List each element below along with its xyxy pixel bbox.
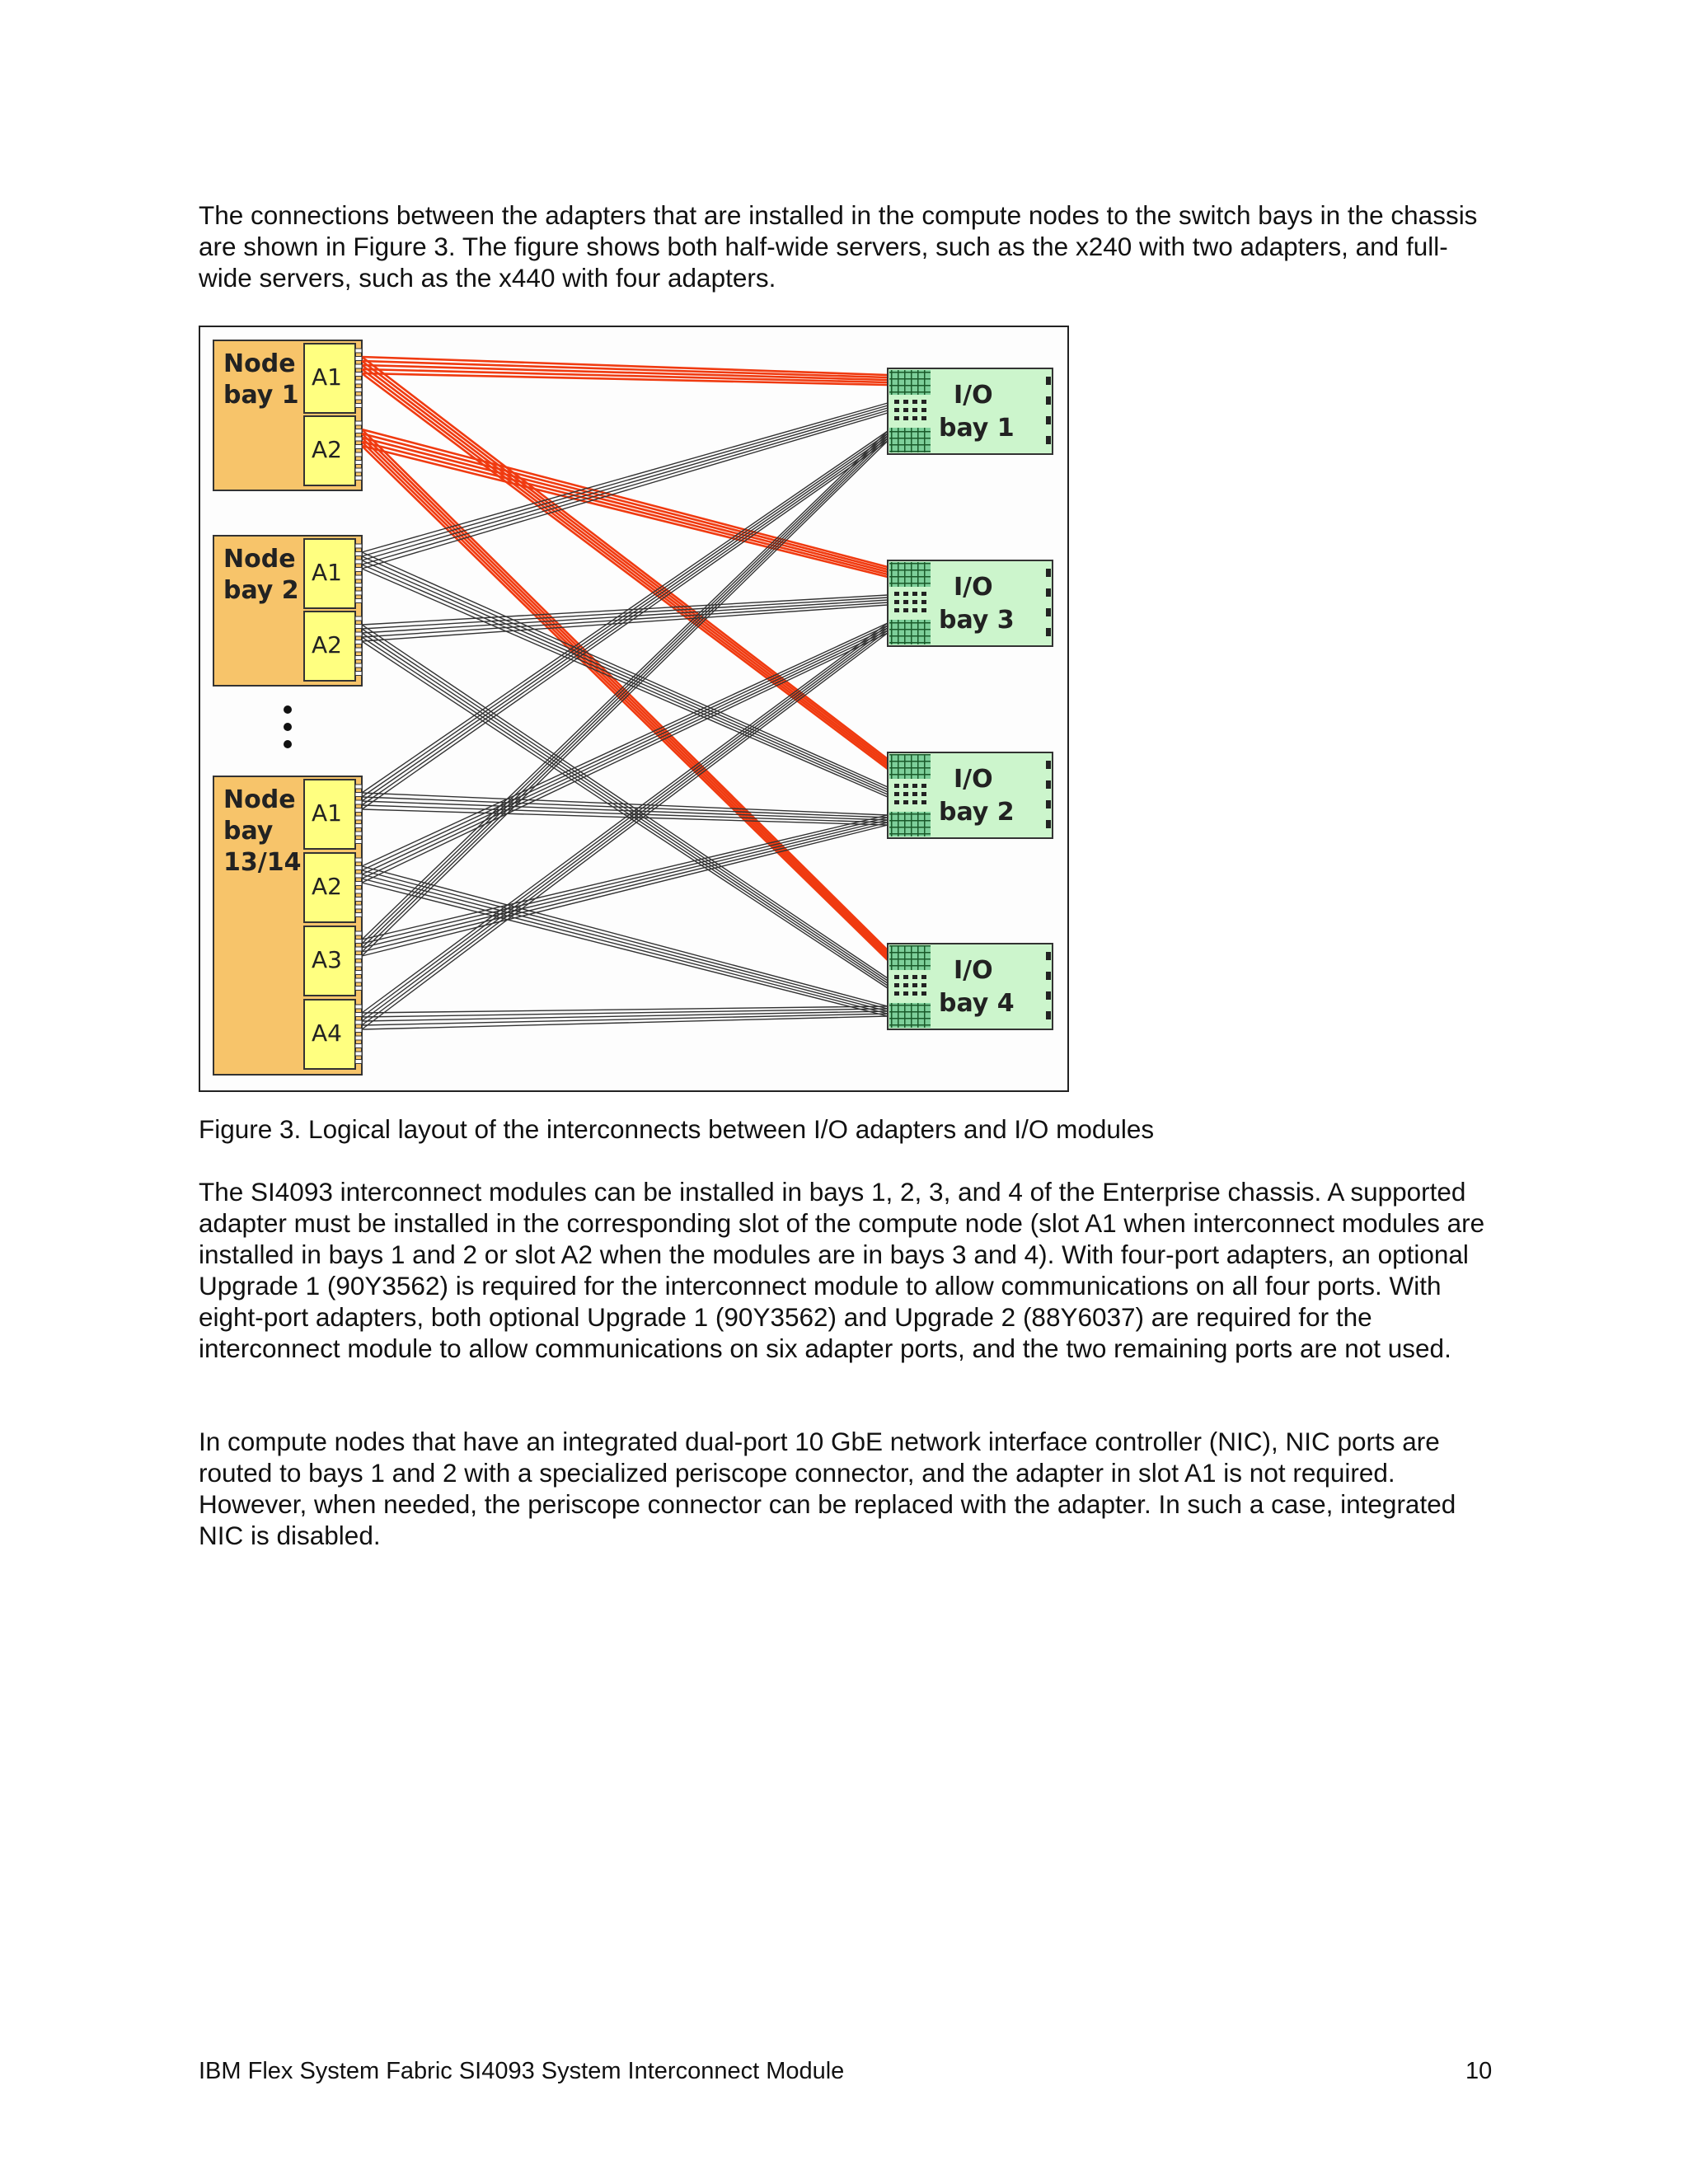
io-edge-port bbox=[1046, 628, 1051, 636]
io-port-dot bbox=[894, 975, 899, 979]
io-edge-port bbox=[1046, 436, 1051, 444]
io-edge-port bbox=[1046, 588, 1051, 597]
io-edge-port bbox=[1046, 761, 1051, 769]
adapter-port bbox=[355, 364, 362, 368]
adapter-label: A2 bbox=[312, 873, 342, 900]
io-edge-port bbox=[1046, 952, 1051, 960]
io-edge-port bbox=[1046, 991, 1051, 1000]
adapter-port bbox=[355, 882, 362, 886]
io-port-dot bbox=[894, 600, 899, 604]
adapter-port bbox=[355, 560, 362, 564]
adapter-port bbox=[355, 663, 362, 668]
io-port-dot bbox=[894, 991, 899, 996]
io-port-dot bbox=[921, 800, 926, 804]
io-edge-port bbox=[1046, 800, 1051, 808]
adapter-port bbox=[355, 1029, 362, 1033]
adapter-label: A3 bbox=[312, 946, 342, 973]
io-port-dot bbox=[894, 592, 899, 596]
io-port-block bbox=[889, 945, 931, 970]
adapter-port bbox=[355, 380, 362, 384]
interconnect-figure bbox=[199, 326, 1071, 1094]
adapter-port bbox=[355, 672, 362, 676]
io-port-dot bbox=[921, 792, 926, 796]
adapter-port bbox=[355, 978, 362, 982]
adapter-port bbox=[355, 874, 362, 878]
io-edge-port bbox=[1046, 569, 1051, 577]
adapter-port bbox=[355, 898, 362, 902]
footer-title: IBM Flex System Fabric SI4093 System Interconnect Module bbox=[199, 2058, 845, 2084]
adapter-port bbox=[355, 987, 362, 991]
io-edge-port bbox=[1046, 608, 1051, 616]
io-port-block bbox=[889, 562, 931, 587]
io-module-bay-1 bbox=[888, 368, 1053, 454]
node1-label-line2: bay 1 bbox=[223, 381, 299, 410]
io-port-dot bbox=[903, 408, 908, 412]
io-port-dot bbox=[894, 800, 899, 804]
paragraph-integrated-nic: In compute nodes that have an integrated dual-port 10 GbE network interface controller (NIC), NIC ports are routed to bays 1 and 2 with a specialized periscope connector, and the adapter in slot A1 is not required. However, when needed, the periscope connector can be replaced with the adapter. In such a case, integrated NIC is disabled. bbox=[199, 1427, 1456, 1550]
io-port-dot bbox=[894, 983, 899, 987]
io-edge-port bbox=[1046, 416, 1051, 424]
io-port-dot bbox=[903, 608, 908, 612]
io-edge-port bbox=[1046, 972, 1051, 980]
interconnect-diagram bbox=[199, 326, 1071, 1094]
adapter-port bbox=[355, 1060, 362, 1064]
io-port-dot bbox=[921, 983, 926, 987]
adapter-port bbox=[355, 544, 362, 548]
node2-label-line2: bay 2 bbox=[223, 576, 299, 605]
io-edge-port bbox=[1046, 377, 1051, 385]
adapter-port bbox=[355, 971, 362, 975]
io-port-dot bbox=[912, 592, 917, 596]
io-label-line1: I/O bbox=[954, 381, 993, 410]
adapter-node13-A3 bbox=[304, 926, 362, 996]
node13-label-line2: bay bbox=[223, 817, 274, 846]
adapter-node2-A1 bbox=[304, 539, 362, 608]
adapter-node13-A2 bbox=[304, 853, 362, 922]
adapter-port bbox=[355, 575, 362, 579]
adapter-port bbox=[355, 913, 362, 917]
io-port-dot bbox=[894, 792, 899, 796]
adapter-port bbox=[355, 905, 362, 909]
io-label-line1: I/O bbox=[954, 956, 993, 985]
adapter-port bbox=[355, 808, 362, 813]
ellipsis-dot bbox=[284, 723, 292, 731]
adapter-port bbox=[355, 452, 362, 457]
io-label-line2: bay 3 bbox=[939, 606, 1015, 635]
io-port-dot bbox=[912, 400, 917, 404]
io-label-line2: bay 2 bbox=[939, 798, 1015, 827]
io-port-dot bbox=[921, 600, 926, 604]
adapter-port bbox=[355, 599, 362, 603]
adapter-port bbox=[355, 583, 362, 588]
io-port-dot bbox=[912, 608, 917, 612]
io-port-block bbox=[889, 620, 931, 644]
adapter-port bbox=[355, 461, 362, 465]
io-edge-port bbox=[1046, 396, 1051, 405]
node2-label-line1: Node bbox=[223, 545, 296, 574]
io-port-dot bbox=[903, 975, 908, 979]
io-port-dot bbox=[903, 792, 908, 796]
adapter-label: A1 bbox=[312, 363, 342, 391]
io-module-bay-4 bbox=[888, 944, 1053, 1029]
adapter-port bbox=[355, 648, 362, 652]
adapter-port bbox=[355, 1044, 362, 1048]
page-number: 10 bbox=[1465, 2058, 1493, 2084]
io-port-dot bbox=[921, 400, 926, 404]
adapter-port bbox=[355, 1013, 362, 1017]
io-port-dot bbox=[894, 608, 899, 612]
adapter-port bbox=[355, 1020, 362, 1024]
io-port-block bbox=[889, 370, 931, 395]
io-port-dot bbox=[903, 983, 908, 987]
io-port-dot bbox=[903, 784, 908, 788]
node13-label-line1: Node bbox=[223, 785, 296, 814]
adapter-port bbox=[355, 793, 362, 797]
adapter-port bbox=[355, 349, 362, 353]
adapter-port bbox=[355, 437, 362, 441]
io-edge-port bbox=[1046, 1011, 1051, 1019]
io-port-dot bbox=[894, 400, 899, 404]
io-port-dot bbox=[912, 408, 917, 412]
io-edge-port bbox=[1046, 820, 1051, 828]
io-port-dot bbox=[921, 408, 926, 412]
adapter-node13-A1 bbox=[304, 780, 362, 849]
io-label-line2: bay 1 bbox=[939, 414, 1015, 443]
adapter-node2-A2 bbox=[304, 612, 362, 681]
adapter-label: A2 bbox=[312, 436, 342, 463]
adapter-port bbox=[355, 1052, 362, 1056]
io-edge-port bbox=[1046, 780, 1051, 789]
io-port-dot bbox=[912, 983, 917, 987]
adapter-port bbox=[355, 656, 362, 660]
ellipsis-dot bbox=[284, 740, 292, 748]
adapter-port bbox=[355, 816, 362, 820]
adapter-port bbox=[355, 616, 362, 621]
adapter-port bbox=[355, 552, 362, 556]
io-port-dot bbox=[912, 600, 917, 604]
adapter-port bbox=[355, 840, 362, 844]
io-port-dot bbox=[912, 800, 917, 804]
adapter-port bbox=[355, 632, 362, 636]
adapter-port bbox=[355, 357, 362, 361]
adapter-port bbox=[355, 866, 362, 870]
adapter-port bbox=[355, 940, 362, 944]
paragraph-si4093-bays: The SI4093 interconnect modules can be installed in bays 1, 2, 3, and 4 of the Enterprise chassis. A supported adapter must be installed in the corresponding slot of the compute node (slot A1 when interconnect modules are installed in bays 1 and 2 or slot A2 when the modules are in bays 3 and 4). With four-port adapters, an optional Upgrade 1 (90Y3562) is required for the interconnect module to allow communications on all four ports. With eight-port adapters, both optional Upgrade 1 (90Y3562) and Upgrade 2 (88Y6037) are required for the interconnect module to allow communications on six adapter ports, and the two remaining ports are not used. bbox=[199, 1177, 1485, 1363]
io-port-dot bbox=[894, 408, 899, 412]
io-port-block bbox=[889, 812, 931, 837]
figure-caption: Figure 3. Logical layout of the interconnects between I/O adapters and I/O modules bbox=[199, 1114, 1155, 1144]
adapter-port bbox=[355, 947, 362, 951]
io-port-block bbox=[889, 1003, 931, 1028]
intro-paragraph: The connections between the adapters that are installed in the compute nodes to the switch bays in the chassis are shown in Figure 3. The figure shows both half-wide servers, such as the x240 with two adapters, and full-wide servers, such as the x440 with four adapters. bbox=[199, 200, 1478, 293]
io-module-bay-2 bbox=[888, 752, 1053, 838]
io-port-block bbox=[889, 428, 931, 452]
io-port-block bbox=[889, 754, 931, 779]
adapter-port bbox=[355, 800, 362, 804]
io-port-dot bbox=[912, 416, 917, 420]
adapter-port bbox=[355, 476, 362, 480]
io-port-dot bbox=[912, 792, 917, 796]
io-port-dot bbox=[903, 991, 908, 996]
node13-label-line3: 13/14 bbox=[223, 848, 302, 877]
adapter-port bbox=[355, 824, 362, 828]
io-port-dot bbox=[921, 608, 926, 612]
adapter-port bbox=[355, 373, 362, 377]
adapter-port bbox=[355, 568, 362, 572]
io-port-dot bbox=[894, 784, 899, 788]
io-port-dot bbox=[894, 416, 899, 420]
adapter-label: A1 bbox=[312, 799, 342, 827]
io-module-bay-3 bbox=[888, 560, 1053, 646]
io-label-line1: I/O bbox=[954, 573, 993, 602]
io-port-dot bbox=[921, 592, 926, 596]
adapter-port bbox=[355, 785, 362, 789]
io-port-dot bbox=[912, 975, 917, 979]
adapter-label: A1 bbox=[312, 559, 342, 586]
adapter-port bbox=[355, 963, 362, 967]
node1-label-line1: Node bbox=[223, 349, 296, 378]
adapter-port bbox=[355, 931, 362, 935]
io-port-dot bbox=[921, 991, 926, 996]
adapter-port bbox=[355, 1005, 362, 1009]
io-port-dot bbox=[921, 416, 926, 420]
adapter-node1-A1 bbox=[304, 344, 362, 413]
adapter-port bbox=[355, 404, 362, 408]
io-port-dot bbox=[912, 991, 917, 996]
adapter-port bbox=[355, 445, 362, 449]
adapter-port bbox=[355, 468, 362, 472]
io-port-dot bbox=[921, 975, 926, 979]
adapter-port bbox=[355, 388, 362, 392]
adapter-label: A4 bbox=[312, 1019, 342, 1047]
io-port-dot bbox=[903, 400, 908, 404]
io-label-line2: bay 4 bbox=[939, 989, 1015, 1018]
io-port-dot bbox=[903, 800, 908, 804]
adapter-label: A2 bbox=[312, 631, 342, 658]
adapter-port bbox=[355, 429, 362, 434]
adapter-port bbox=[355, 858, 362, 862]
adapter-port bbox=[355, 640, 362, 644]
adapter-port bbox=[355, 889, 362, 893]
adapter-node1-A2 bbox=[304, 416, 362, 485]
adapter-port bbox=[355, 955, 362, 959]
io-port-dot bbox=[921, 784, 926, 788]
adapter-node13-A4 bbox=[304, 1000, 362, 1069]
io-label-line1: I/O bbox=[954, 765, 993, 794]
io-port-dot bbox=[903, 600, 908, 604]
io-port-dot bbox=[903, 592, 908, 596]
ellipsis-dot bbox=[284, 705, 292, 714]
adapter-port bbox=[355, 1036, 362, 1040]
adapter-port bbox=[355, 421, 362, 425]
adapter-port bbox=[355, 832, 362, 836]
adapter-port bbox=[355, 396, 362, 400]
adapter-port bbox=[355, 625, 362, 629]
adapter-port bbox=[355, 591, 362, 595]
io-port-dot bbox=[912, 784, 917, 788]
io-port-dot bbox=[903, 416, 908, 420]
